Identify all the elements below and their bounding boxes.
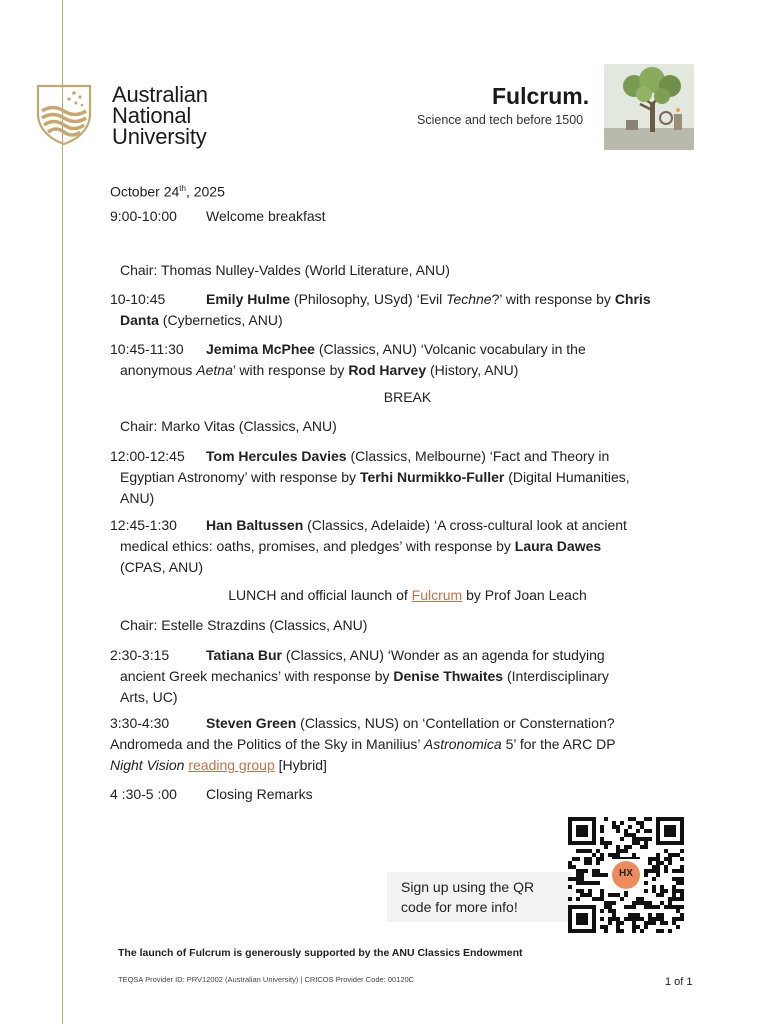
- chair-1: Chair: Thomas Nulley-Valdes (World Literature, ANU): [120, 262, 450, 278]
- signup-callout: Sign up using the QR code for more info!: [387, 872, 572, 922]
- anu-crest-icon: [36, 84, 92, 146]
- event-date: October 24th, 2025: [110, 183, 225, 200]
- anu-line-3: University: [112, 124, 207, 149]
- qr-code-icon[interactable]: [566, 815, 696, 937]
- lunch-launch: LUNCH and official launch of Fulcrum by Prof Joan Leach: [228, 587, 587, 603]
- teqsa-cricos: TEQSA Provider ID: PRV12002 (Australian University) | CRICOS Provider Code: 00120C: [118, 975, 415, 984]
- session-2: 10:45-11:30 Jemima McPhee (Classics, ANU) ‘Volcanic vocabulary in the anonymous Aetna’ with response by Rod Harvey (History, ANU): [110, 341, 586, 378]
- session-4: 12:45-1:30 Han Baltussen (Classics, Adelaide) ‘A cross-cultural look at ancient medical ethics: oaths, promises, and pledges’ with response by Laura Dawes (CPAS, ANU): [110, 517, 627, 575]
- session-3: 12:00-12:45 Tom Hercules Davies (Classics, Melbourne) ‘Fact and Theory in Egyptian Astronomy’ with response by Terhi Nurmikko-Fuller (Digital Humanities, ANU): [110, 448, 630, 506]
- fulcrum-title: Fulcrum.: [492, 83, 590, 109]
- svg-text:HX: HX: [619, 868, 633, 879]
- reading-group-link[interactable]: reading group: [188, 757, 275, 773]
- anu-line-2: National: [112, 103, 192, 128]
- anu-wordmark: [112, 84, 208, 147]
- session-5: 2:30-3:15 Tatiana Bur (Classics, ANU) ‘Wonder as an agenda for studying ancient Greek mechanics’ with response by Denise Thwaites (Interdisciplinary Arts, UC): [110, 647, 609, 705]
- chair-2: Chair: Marko Vitas (Classics, ANU): [120, 418, 337, 434]
- fulcrum-link[interactable]: Fulcrum: [411, 587, 463, 603]
- anu-logo: [36, 84, 226, 154]
- session-1: 10-10:45 Emily Hulme (Philosophy, USyd) ‘Evil Techne?’ with response by Chris Danta (Cybernetics, ANU): [110, 291, 651, 328]
- fulcrum-subtitle: Science and tech before 1500: [417, 113, 584, 127]
- fulcrum-tree-image: [604, 64, 694, 150]
- session-6: 3:30-4:30 Steven Green (Classics, NUS) on ‘Contellation or Consternation? Andromeda and the Politics of the Sky in Manilius’ Astronomica 5’ for the ARC DP Night Vision reading group [Hybrid]: [110, 715, 616, 773]
- break-label: BREAK: [383, 389, 432, 405]
- support-statement: The launch of Fulcrum is generously supported by the ANU Classics Endowment: [118, 947, 523, 959]
- chair-3: Chair: Estelle Strazdins (Classics, ANU): [120, 617, 368, 633]
- page-number: 1 of 1: [665, 976, 693, 988]
- closing-entry: 4 :30-5 :00 Closing Remarks: [110, 786, 313, 802]
- welcome-entry: 9:00-10:00 Welcome breakfast: [110, 208, 326, 224]
- anu-line-1: Australian: [112, 82, 208, 107]
